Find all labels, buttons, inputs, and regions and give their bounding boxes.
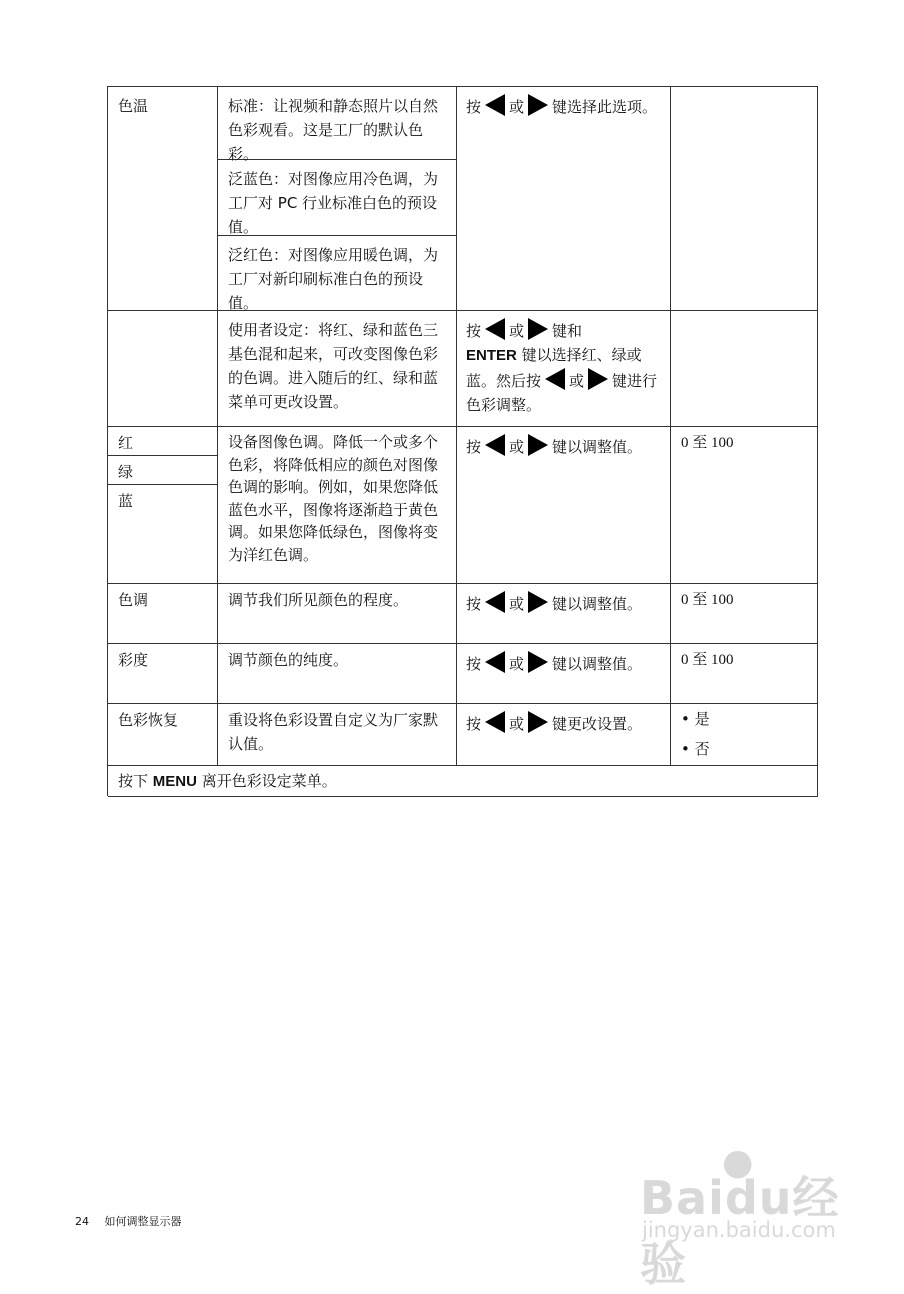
option-bluish-text: 泛蓝色：对图像应用冷色调，为工厂对 PC 行业标准白色的预设值。 (228, 170, 439, 236)
left-arrow-icon (485, 651, 505, 673)
range-empty (671, 311, 818, 427)
section-title: 如何调整显示器 (104, 1215, 182, 1228)
row-label-hue (108, 584, 218, 644)
choice-yes: • 是 (681, 710, 710, 728)
right-arrow-icon (528, 651, 548, 673)
right-arrow-icon (528, 318, 548, 340)
color-settings-table (107, 86, 818, 796)
op-text: 键进行色彩调整。 (466, 372, 658, 414)
op-text: 键以调整值。 (552, 595, 643, 613)
row-label-saturation (108, 644, 218, 704)
choice-no-text: 否 (694, 740, 710, 758)
saturation-description (218, 644, 457, 704)
range-saturation (671, 644, 818, 704)
rgb-description (218, 427, 457, 584)
op-text: 键以选择红、绿或蓝。然后按 (466, 346, 642, 390)
operation-hue (457, 584, 671, 644)
reset-choices (671, 704, 818, 766)
page-number: 24 (75, 1215, 89, 1228)
saturation-label: 彩度 (118, 651, 149, 669)
watermark-url: jingyan.baidu.com (642, 1218, 836, 1242)
left-arrow-icon (485, 711, 505, 733)
rgb-desc-text: 设备图像色调。降低一个或多个色彩，将降低相应的颜色对图像色调的影响。例如，如果您降低蓝色水平，图像将逐渐趋于黄色调。如果您降低绿色，图像将变为洋红色调。 (228, 433, 439, 564)
option-standard (218, 87, 457, 163)
option-reddish-text: 泛红色：对图像应用暖色调，为工厂对新印刷标准白色的预设值。 (228, 246, 439, 312)
op-text: 按 (466, 655, 482, 673)
watermark-brand: Baidu经验 (640, 1171, 840, 1291)
op-text: 按 (466, 595, 482, 613)
menu-key-label: MENU (152, 773, 197, 790)
operation-rgb (457, 427, 671, 584)
row-label-reset (108, 704, 218, 766)
reset-desc-text: 重设将色彩设置自定义为厂家默认值。 (228, 711, 439, 753)
op-text: 键更改设置。 (552, 715, 643, 733)
op-text: 按 (466, 322, 482, 340)
right-arrow-icon (528, 434, 548, 456)
op-text: 按 (466, 715, 482, 733)
op-text: 按 (466, 98, 482, 116)
left-arrow-icon (485, 94, 505, 116)
left-arrow-icon (485, 434, 505, 456)
choice-no: • 否 (681, 740, 710, 758)
op-text: 键以调整值。 (552, 438, 643, 456)
operation-select-option (457, 87, 671, 311)
right-arrow-icon (588, 368, 608, 390)
enter-key-label: ENTER (466, 347, 517, 364)
left-arrow-icon (485, 318, 505, 340)
row-label-empty (108, 311, 218, 427)
left-arrow-icon (545, 368, 565, 390)
op-text: 或 (509, 655, 525, 673)
left-arrow-icon (485, 591, 505, 613)
red-label: 红 (118, 434, 134, 452)
row-label-color-temp (108, 87, 218, 311)
range-text: 0 至 100 (681, 652, 734, 668)
operation-saturation (457, 644, 671, 704)
hue-description (218, 584, 457, 644)
operation-reset (457, 704, 671, 766)
watermark (640, 1140, 870, 1291)
reset-description (218, 704, 457, 766)
paw-icon: ● (722, 1142, 754, 1183)
option-bluish (218, 160, 457, 236)
option-reddish (218, 236, 457, 311)
range-empty (671, 87, 818, 311)
option-user-text: 使用者设定：将红、绿和蓝色三基色混和起来，可改变图像色彩的色调。进入随后的红、绿和蓝菜单可更改设置。 (228, 321, 439, 411)
operation-user-adjust (457, 311, 671, 427)
op-text: 或 (509, 595, 525, 613)
green-label: 绿 (118, 463, 134, 481)
choice-yes-text: 是 (694, 710, 710, 728)
hue-label: 色调 (118, 591, 149, 609)
row-label-green (108, 456, 218, 485)
right-arrow-icon (528, 711, 548, 733)
option-standard-text: 标准：让视频和静态照片以自然色彩观看。这是工厂的默认色彩。 (228, 97, 439, 163)
op-text: 按 (466, 438, 482, 456)
op-text: 或 (509, 438, 525, 456)
op-text: 或 (509, 98, 525, 116)
right-arrow-icon (528, 94, 548, 116)
page-footer (75, 1213, 194, 1229)
range-text: 0 至 100 (681, 435, 734, 451)
op-text: 或 (509, 322, 525, 340)
range-rgb (671, 427, 818, 584)
op-text: 键选择此选项。 (552, 98, 658, 116)
right-arrow-icon (528, 591, 548, 613)
blue-label: 蓝 (118, 492, 134, 510)
row-label-red (108, 427, 218, 456)
range-hue (671, 584, 818, 644)
color-temp-label: 色温 (118, 97, 149, 115)
exit-instruction-row (108, 766, 818, 797)
reset-label: 色彩恢复 (118, 711, 179, 729)
row-label-blue (108, 485, 218, 584)
op-text: 或 (509, 715, 525, 733)
op-text: 键以调整值。 (552, 655, 643, 673)
range-text: 0 至 100 (681, 592, 734, 608)
hue-desc-text: 调节我们所见颜色的程度。 (228, 591, 409, 609)
option-user-defined (218, 311, 457, 427)
saturation-desc-text: 调节颜色的纯度。 (228, 651, 349, 669)
exit-text: 按下 (118, 772, 149, 790)
op-text: 或 (569, 372, 585, 390)
exit-text: 离开色彩设定菜单。 (201, 772, 337, 790)
op-text: 键和 (552, 322, 583, 340)
